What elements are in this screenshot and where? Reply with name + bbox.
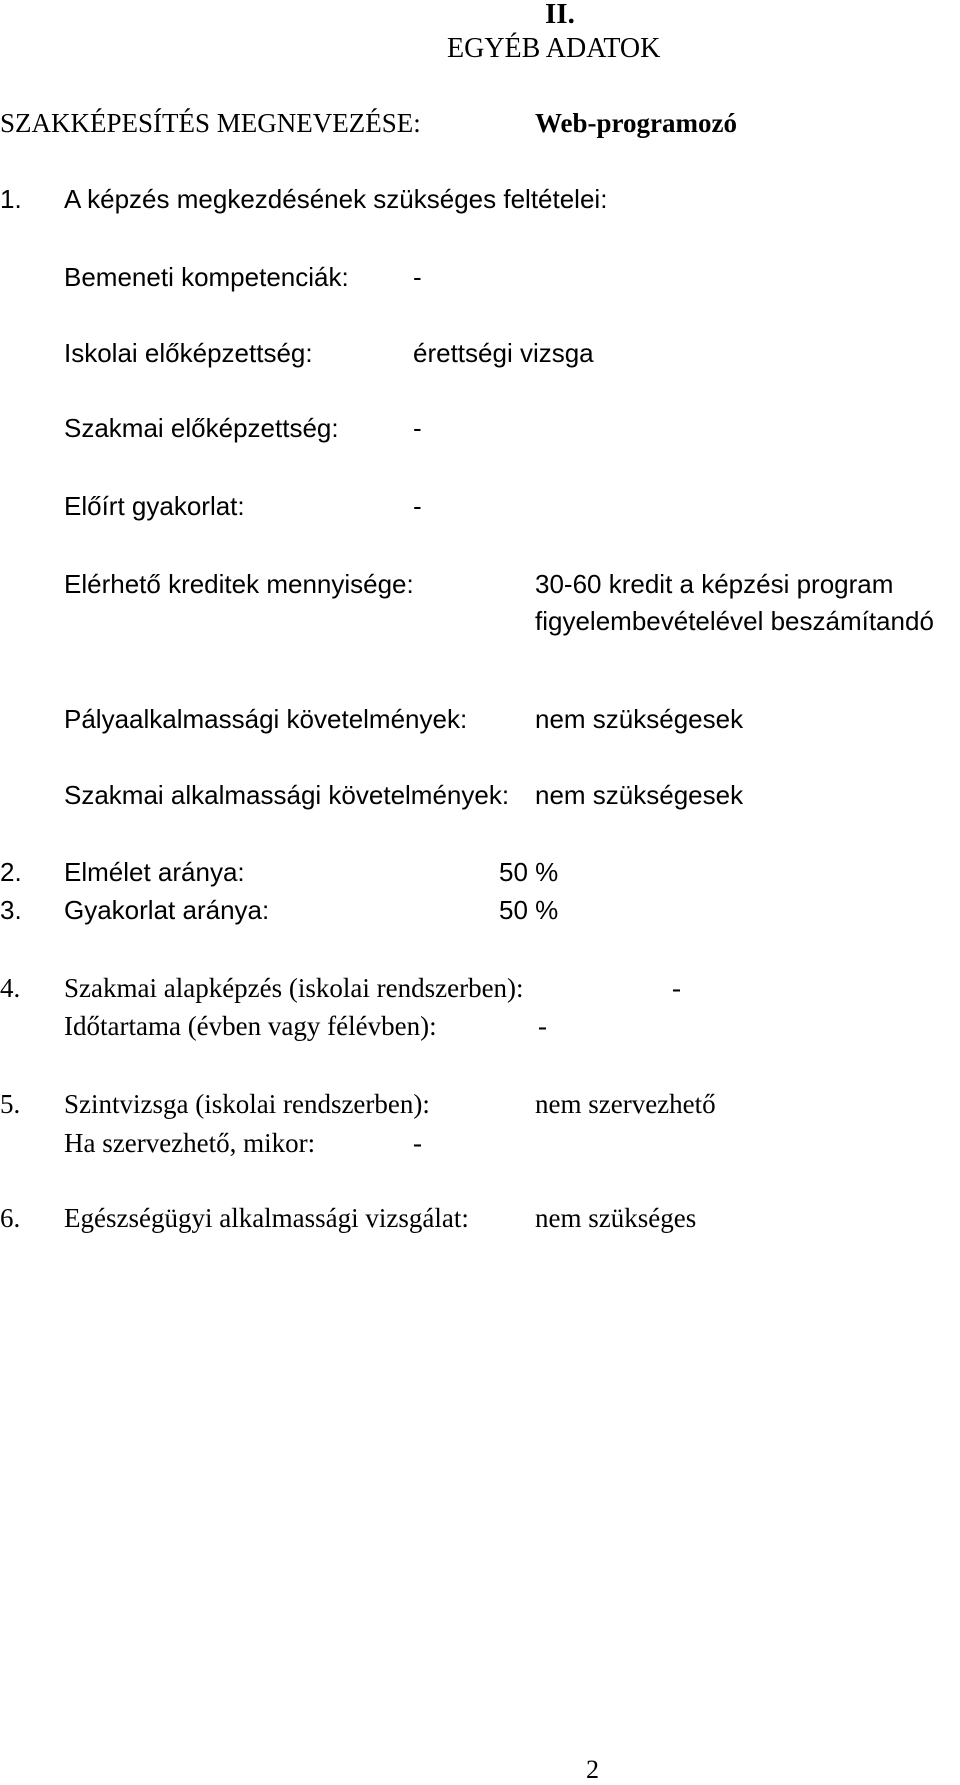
szakmai-alkalmassagi-label: Szakmai alkalmassági követelmények: [64, 780, 510, 810]
section-title: EGYÉB ADATOK [447, 33, 661, 64]
item6-number: 6. [0, 1203, 21, 1233]
item5-label: Szintvizsga (iskolai rendszerben): [64, 1089, 430, 1119]
eloirt-gyakorlat-value: - [413, 491, 422, 521]
kreditek-label: Elérhető kreditek mennyisége: [64, 569, 414, 599]
item4-label: Szakmai alapképzés (iskolai rendszerben): [64, 973, 524, 1003]
item4-sub-value: - [538, 1011, 547, 1041]
szakmai-alkalmassagi-value: nem szükségesek [535, 780, 744, 810]
qualification-value: Web-programozó [535, 108, 737, 138]
item1-title: A képzés megkezdésének szükséges feltételei: [64, 184, 608, 214]
bemeneti-label: Bemeneti kompetenciák: [64, 262, 349, 292]
palyaalkalmassagi-value: nem szükségesek [535, 704, 744, 734]
kreditek-value-line2: figyelembevételével beszámítandó [535, 606, 934, 636]
item5-value: nem szervezhető [535, 1089, 716, 1119]
section-number: II. [545, 0, 575, 30]
item6-value: nem szükséges [535, 1203, 697, 1233]
qualification-label: SZAKKÉPESÍTÉS MEGNEVEZÉSE: [0, 108, 421, 138]
item4-number: 4. [0, 973, 21, 1003]
szakmai-elokepzettseg-label: Szakmai előképzettség: [64, 413, 339, 443]
iskolai-value: érettségi vizsga [413, 338, 594, 368]
item4-value: - [672, 973, 681, 1003]
item5-number: 5. [0, 1089, 21, 1119]
szakmai-elokepzettseg-value: - [413, 413, 422, 443]
eloirt-gyakorlat-label: Előírt gyakorlat: [64, 491, 245, 521]
item6-label: Egészségügyi alkalmassági vizsgálat: [64, 1203, 469, 1233]
item3-number: 3. [0, 895, 22, 925]
item3-value: 50 % [499, 895, 559, 925]
bemeneti-value: - [413, 262, 422, 292]
item2-number: 2. [0, 857, 22, 887]
page-number: 2 [586, 1755, 599, 1784]
palyaalkalmassagi-label: Pályaalkalmassági követelmények: [64, 704, 468, 734]
item1-number: 1. [0, 184, 22, 214]
item4-sub-label: Időtartama (évben vagy félévben): [64, 1011, 437, 1041]
item5-sub-label: Ha szervezhető, mikor: [64, 1128, 316, 1158]
iskolai-label: Iskolai előképzettség: [64, 338, 313, 368]
item2-label: Elmélet aránya: [64, 857, 245, 887]
item5-sub-value: - [413, 1128, 422, 1158]
item2-value: 50 % [499, 857, 559, 887]
item3-label: Gyakorlat aránya: [64, 895, 270, 925]
kreditek-value-line1: 30-60 kredit a képzési program [535, 569, 894, 599]
